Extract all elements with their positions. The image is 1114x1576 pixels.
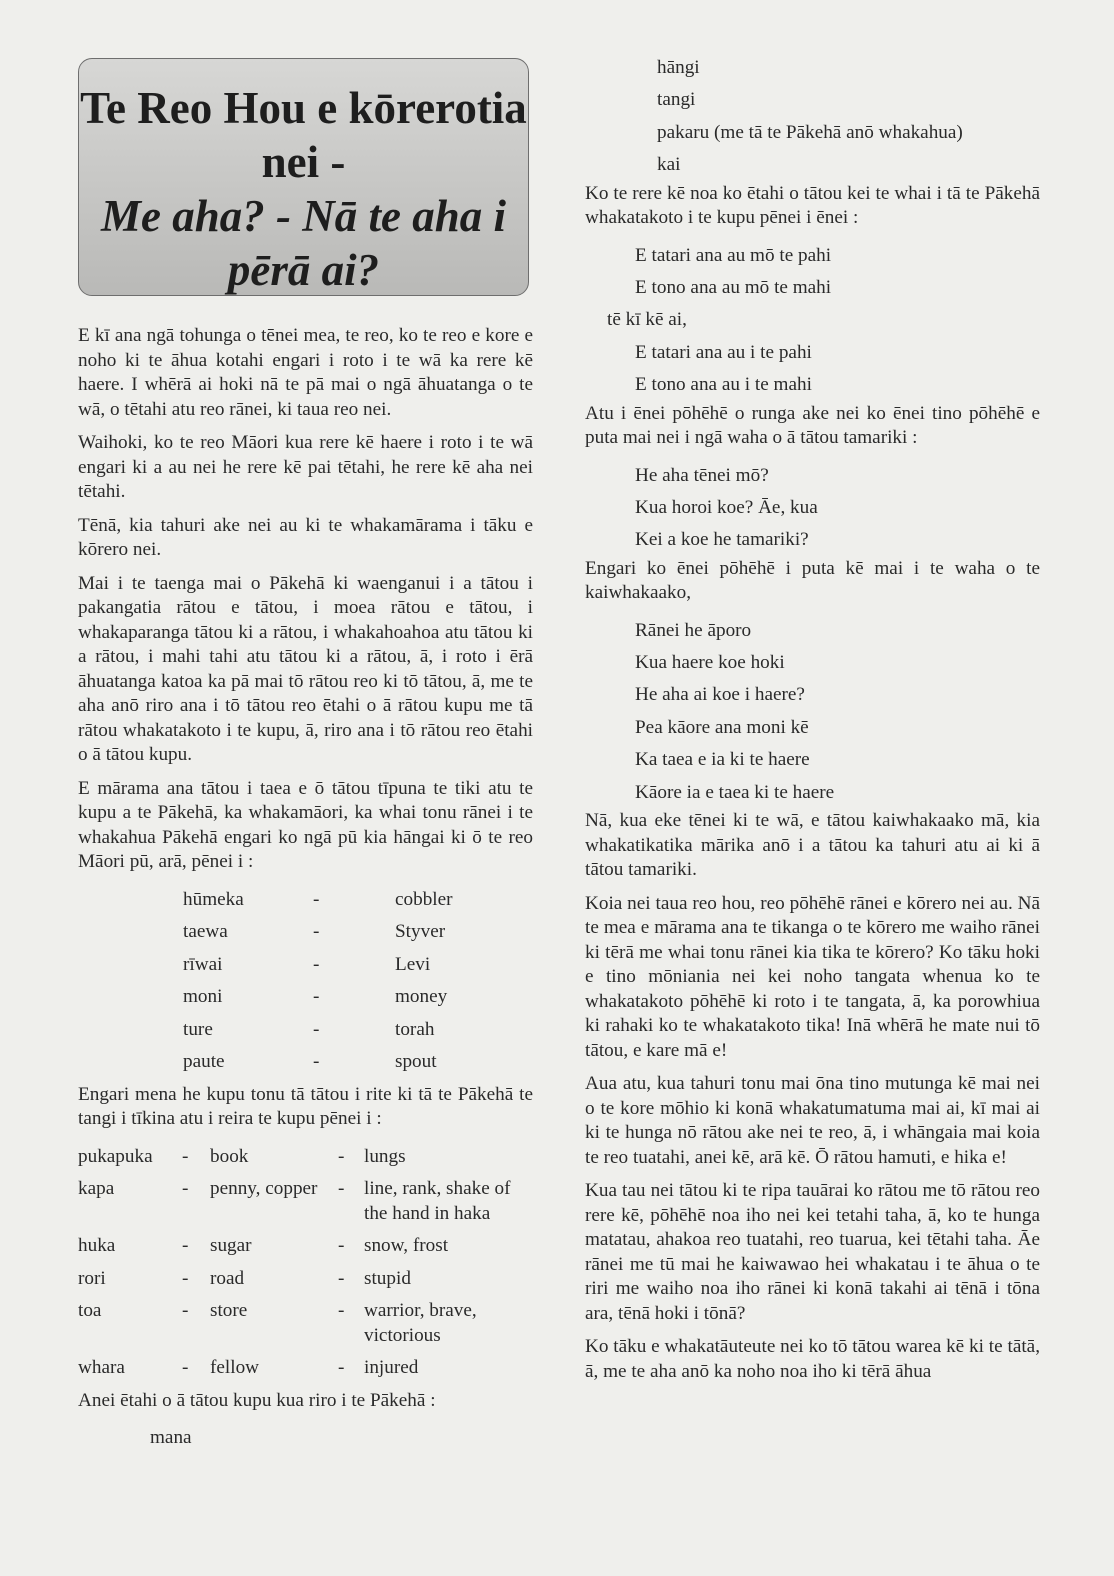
loanword-dash: - — [313, 1018, 320, 1040]
homophone-meaning: line, rank, shake of the hand in haka — [364, 1178, 511, 1224]
homophone-meaning: snow, frost — [364, 1235, 449, 1256]
left-paragraph-6: Engari mena he kupu tonu tā tātou i rite ki tā te Pākehā te tangi i tīkina atu i reira te kupu pēnei i : — [78, 1083, 533, 1129]
title-line-2: nei - — [261, 137, 346, 187]
loanword-dash: - — [313, 888, 320, 910]
left-paragraph-7: Anei ētahi o ā tātou kupu kua riro i te Pākehā : — [78, 1389, 436, 1411]
loanword-row — [183, 949, 583, 982]
homophone-maori: rori — [78, 1267, 106, 1289]
homophone-dash: - — [182, 1300, 189, 1321]
loanword-maori: hūmeka — [183, 888, 244, 910]
incorrect-examples — [585, 240, 1040, 402]
example-sentence: E tono ana au i te mahi — [635, 374, 812, 396]
left-paragraph-4: Mai i te taenga mai o Pākehā ki waenganui i a tātou i pakangatia rātou e tātou, i moea rātou e tātou, i whakaparanga tātou ki a rātou, i whakahoahoa atu tātou ki a rātou, i mahi tahi atu tātou ki a rātou, ā, i roto i ērā āhuatanga katoa ka pā mai tō rātou reo ki tō tātou, ā, me te aha anō riro ana i tō tātou reo ētahi o ā rātou kupu me tā rātou whakatakoto i te kupu, ā, riro ana i tō rātou reo ētahi o ā tātou kupu. — [78, 572, 533, 765]
right-paragraph-7: Kua tau nei tātou ki te ripa tauārai ko rātou me tō rātou reo rere kē, pōhēhē noa iho nei kei tetahi taha, ā, ko te hunga matatau, ahakoa reo tuatahi, reo tuarua, kei tētahi taha. Āe rānei me tū mai he kaiwawao hei whakatau i te āhua o te riri me waiho noa iho rānei ki konā takahi ai tēnā i tōna ara, tēnā hoki i tōnā? — [585, 1180, 1040, 1324]
right-paragraph-2: Atu i ēnei pōhēhē o runga ake nei ko ēnei tino pōhēhē e puta mai nei i ngā waha o ā tātou tamariki : — [585, 402, 1040, 449]
example-sentence: Rānei he āporo — [635, 619, 752, 641]
left-paragraph-2: Waihoki, ko te reo Māori kua rere kē haere i roto i te wā engari ki a au nei he rere kē pai tētahi, he rere kē aha nei tētahi. — [78, 432, 533, 502]
loanword-english: cobbler — [395, 888, 453, 910]
loanword-dash: - — [313, 921, 320, 943]
homophone-meaning: warrior, brave, victorious — [364, 1300, 477, 1346]
loanword-dash: - — [313, 953, 320, 975]
homophone-dash: - — [338, 1235, 345, 1256]
loanword-maori: moni — [183, 986, 223, 1008]
homophone-dash: - — [182, 1267, 189, 1289]
example-sentence: Kei a koe he tamariki? — [635, 529, 809, 551]
loanword-row — [183, 1014, 583, 1047]
instead-phrase: tē kī kē ai, — [607, 309, 687, 331]
homophone-meaning: lungs — [364, 1145, 406, 1167]
homophone-english: fellow — [210, 1357, 260, 1378]
loanword-maori: paute — [183, 1051, 225, 1073]
example-sentence: He aha ai koe i haere? — [635, 684, 805, 706]
taken-word: tangi — [657, 89, 696, 111]
loanword-row — [183, 1046, 583, 1079]
homophone-english: book — [210, 1145, 249, 1167]
homophone-list — [78, 1141, 533, 1385]
left-column — [78, 58, 533, 1454]
loanword-english: Levi — [395, 953, 431, 975]
example-sentence: E tatari ana au i te pahi — [635, 341, 812, 363]
example-sentence: Pea kāore ana moni kē — [635, 716, 809, 738]
homophone-dash: - — [182, 1235, 189, 1256]
homophone-maori: huka — [78, 1235, 116, 1256]
title-line-1: Te Reo Hou e kōrerotia — [80, 83, 527, 133]
homophone-row — [78, 1295, 533, 1352]
right-column — [585, 52, 1040, 1393]
example-sentence: Kua haere koe hoki — [635, 652, 785, 674]
homophone-dash: - — [182, 1145, 189, 1167]
homophone-dash: - — [338, 1300, 345, 1321]
loanword-maori: rīwai — [183, 953, 223, 975]
right-paragraph-4: Nā, kua eke tēnei ki te wā, e tātou kaiwhakaako mā, kia whakatikatika mārika anō i a tātou ka tahuri atu ai ki ā tātou tamariki. — [585, 810, 1040, 881]
loanword-maori: ture — [183, 1018, 213, 1040]
right-paragraph-5: Koia nei taua reo hou, reo pōhēhē rānei e kōrero nei au. Nā te mea e mārama ana te tikanga o te kōrero me waiho rānei ki tērā me whai tonu rānei kia tika te kōrero? Ko tāku hoki e tino mōniania nei kei noho tangata whenua ko te whakatakoto pōhēhē ki roto i te tangata, ā, ka porowhiua ki rahaki ko te whakatakoto tika! Inā whērā he mate nui tō tātou, e kare mā e! — [585, 892, 1040, 1061]
homophone-dash: - — [338, 1267, 345, 1289]
homophone-row — [78, 1352, 533, 1385]
loanword-dash: - — [313, 986, 320, 1008]
taken-word-list-continued — [585, 52, 1040, 182]
loanword-list — [183, 884, 583, 1079]
left-paragraph-1: E kī ana ngā tohunga o tēnei mea, te reo, ko te reo e kore e noho ki te āhua kotahi engari i roto i te wā ka rere kē haere. I whērā ai hoki nā te pā mai o ngā āhuatanga o te wā, o tētahi atu reo rānei, ki taua reo nei. — [78, 325, 533, 420]
title-line-3: Me aha? - Nā te aha i — [101, 191, 506, 241]
taken-word: kai — [657, 154, 681, 176]
homophone-meaning: stupid — [364, 1267, 411, 1289]
taken-word: hāngi — [657, 57, 700, 78]
right-paragraph-3: Engari ko ēnei pōhēhē i puta kē mai i te waha o te kaiwhakaako, — [585, 557, 1040, 604]
example-sentence: He aha tēnei mō? — [635, 464, 769, 486]
homophone-english: store — [210, 1300, 248, 1321]
children-examples — [585, 460, 1040, 557]
example-sentence: Ka taea e ia ki te haere — [635, 749, 810, 771]
homophone-english: sugar — [210, 1235, 252, 1256]
loanword-dash: - — [313, 1051, 320, 1073]
left-paragraph-5: E mārama ana tātou i taea e ō tātou tīpuna te tiki atu te kupu a te Pākehā, ka whakamāori, ka whai tonu rānei i te whakahua Pākehā engari ko ngā pū kia hāngai ki ō te reo Māori pū, arā, pēnei i : — [78, 777, 533, 872]
homophone-dash: - — [338, 1145, 345, 1167]
homophone-english: road — [210, 1267, 245, 1289]
homophone-maori: whara — [78, 1357, 125, 1378]
homophone-english: penny, copper — [210, 1178, 318, 1199]
homophone-maori: kapa — [78, 1178, 115, 1199]
homophone-dash: - — [338, 1178, 345, 1199]
homophone-maori: toa — [78, 1300, 102, 1321]
example-sentence: E tono ana au mō te mahi — [635, 276, 832, 298]
taken-word: mana — [150, 1427, 192, 1448]
loanword-row — [183, 884, 583, 917]
example-sentence: Kua horoi koe? Āe, kua — [635, 496, 818, 518]
loanword-english: torah — [395, 1018, 435, 1040]
right-paragraph-8: Ko tāku e whakatāuteute nei ko tō tātou warea kē ki te tātā, ā, me te aha anō ka noho noa iho ki tērā āhua — [585, 1336, 1040, 1382]
right-paragraph-6: Aua atu, kua tahuri tonu mai ōna tino mutunga kē mai nei o te kore mōhio ki konā whakatumatuma mai ai, kī mai ai ki te hunga nō rātou ake nei te reo, ā, i whāngaia mai koia te reo tuatahi, anei kē, arā kē. Ō rātou hamuti, e hika e! — [585, 1073, 1040, 1168]
title-box — [78, 58, 529, 296]
homophone-dash: - — [182, 1178, 189, 1199]
loanword-english: spout — [395, 1051, 437, 1073]
homophone-dash: - — [182, 1357, 189, 1378]
example-sentence: E tatari ana au mō te pahi — [635, 244, 832, 266]
homophone-maori: pukapuka — [78, 1145, 153, 1167]
homophone-row — [78, 1263, 533, 1296]
left-paragraph-3: Tēnā, kia tahuri ake nei au ki te whakamārama i tāku e kōrero nei. — [78, 514, 533, 560]
title-line-4: pērā ai? — [227, 245, 380, 295]
homophone-dash: - — [338, 1357, 345, 1378]
loanword-english: money — [395, 986, 448, 1008]
loanword-row — [183, 916, 583, 949]
right-paragraph-1: Ko te rere kē noa ko ētahi o tātou kei te whai i tā te Pākehā whakatakoto i te kupu pēnei i ēnei : — [585, 182, 1040, 229]
homophone-row — [78, 1141, 533, 1174]
homophone-row — [78, 1173, 533, 1230]
loanword-row — [183, 981, 583, 1014]
taken-word-list — [78, 1422, 533, 1454]
loanword-english: Styver — [395, 921, 446, 943]
loanword-maori: taewa — [183, 921, 228, 943]
taken-word: pakaru (me tā te Pākehā anō whakahua) — [657, 121, 963, 143]
example-sentence: Kāore ia e taea ki te haere — [635, 781, 835, 803]
homophone-meaning: injured — [364, 1357, 419, 1378]
teacher-examples — [585, 615, 1040, 809]
homophone-row — [78, 1230, 533, 1263]
